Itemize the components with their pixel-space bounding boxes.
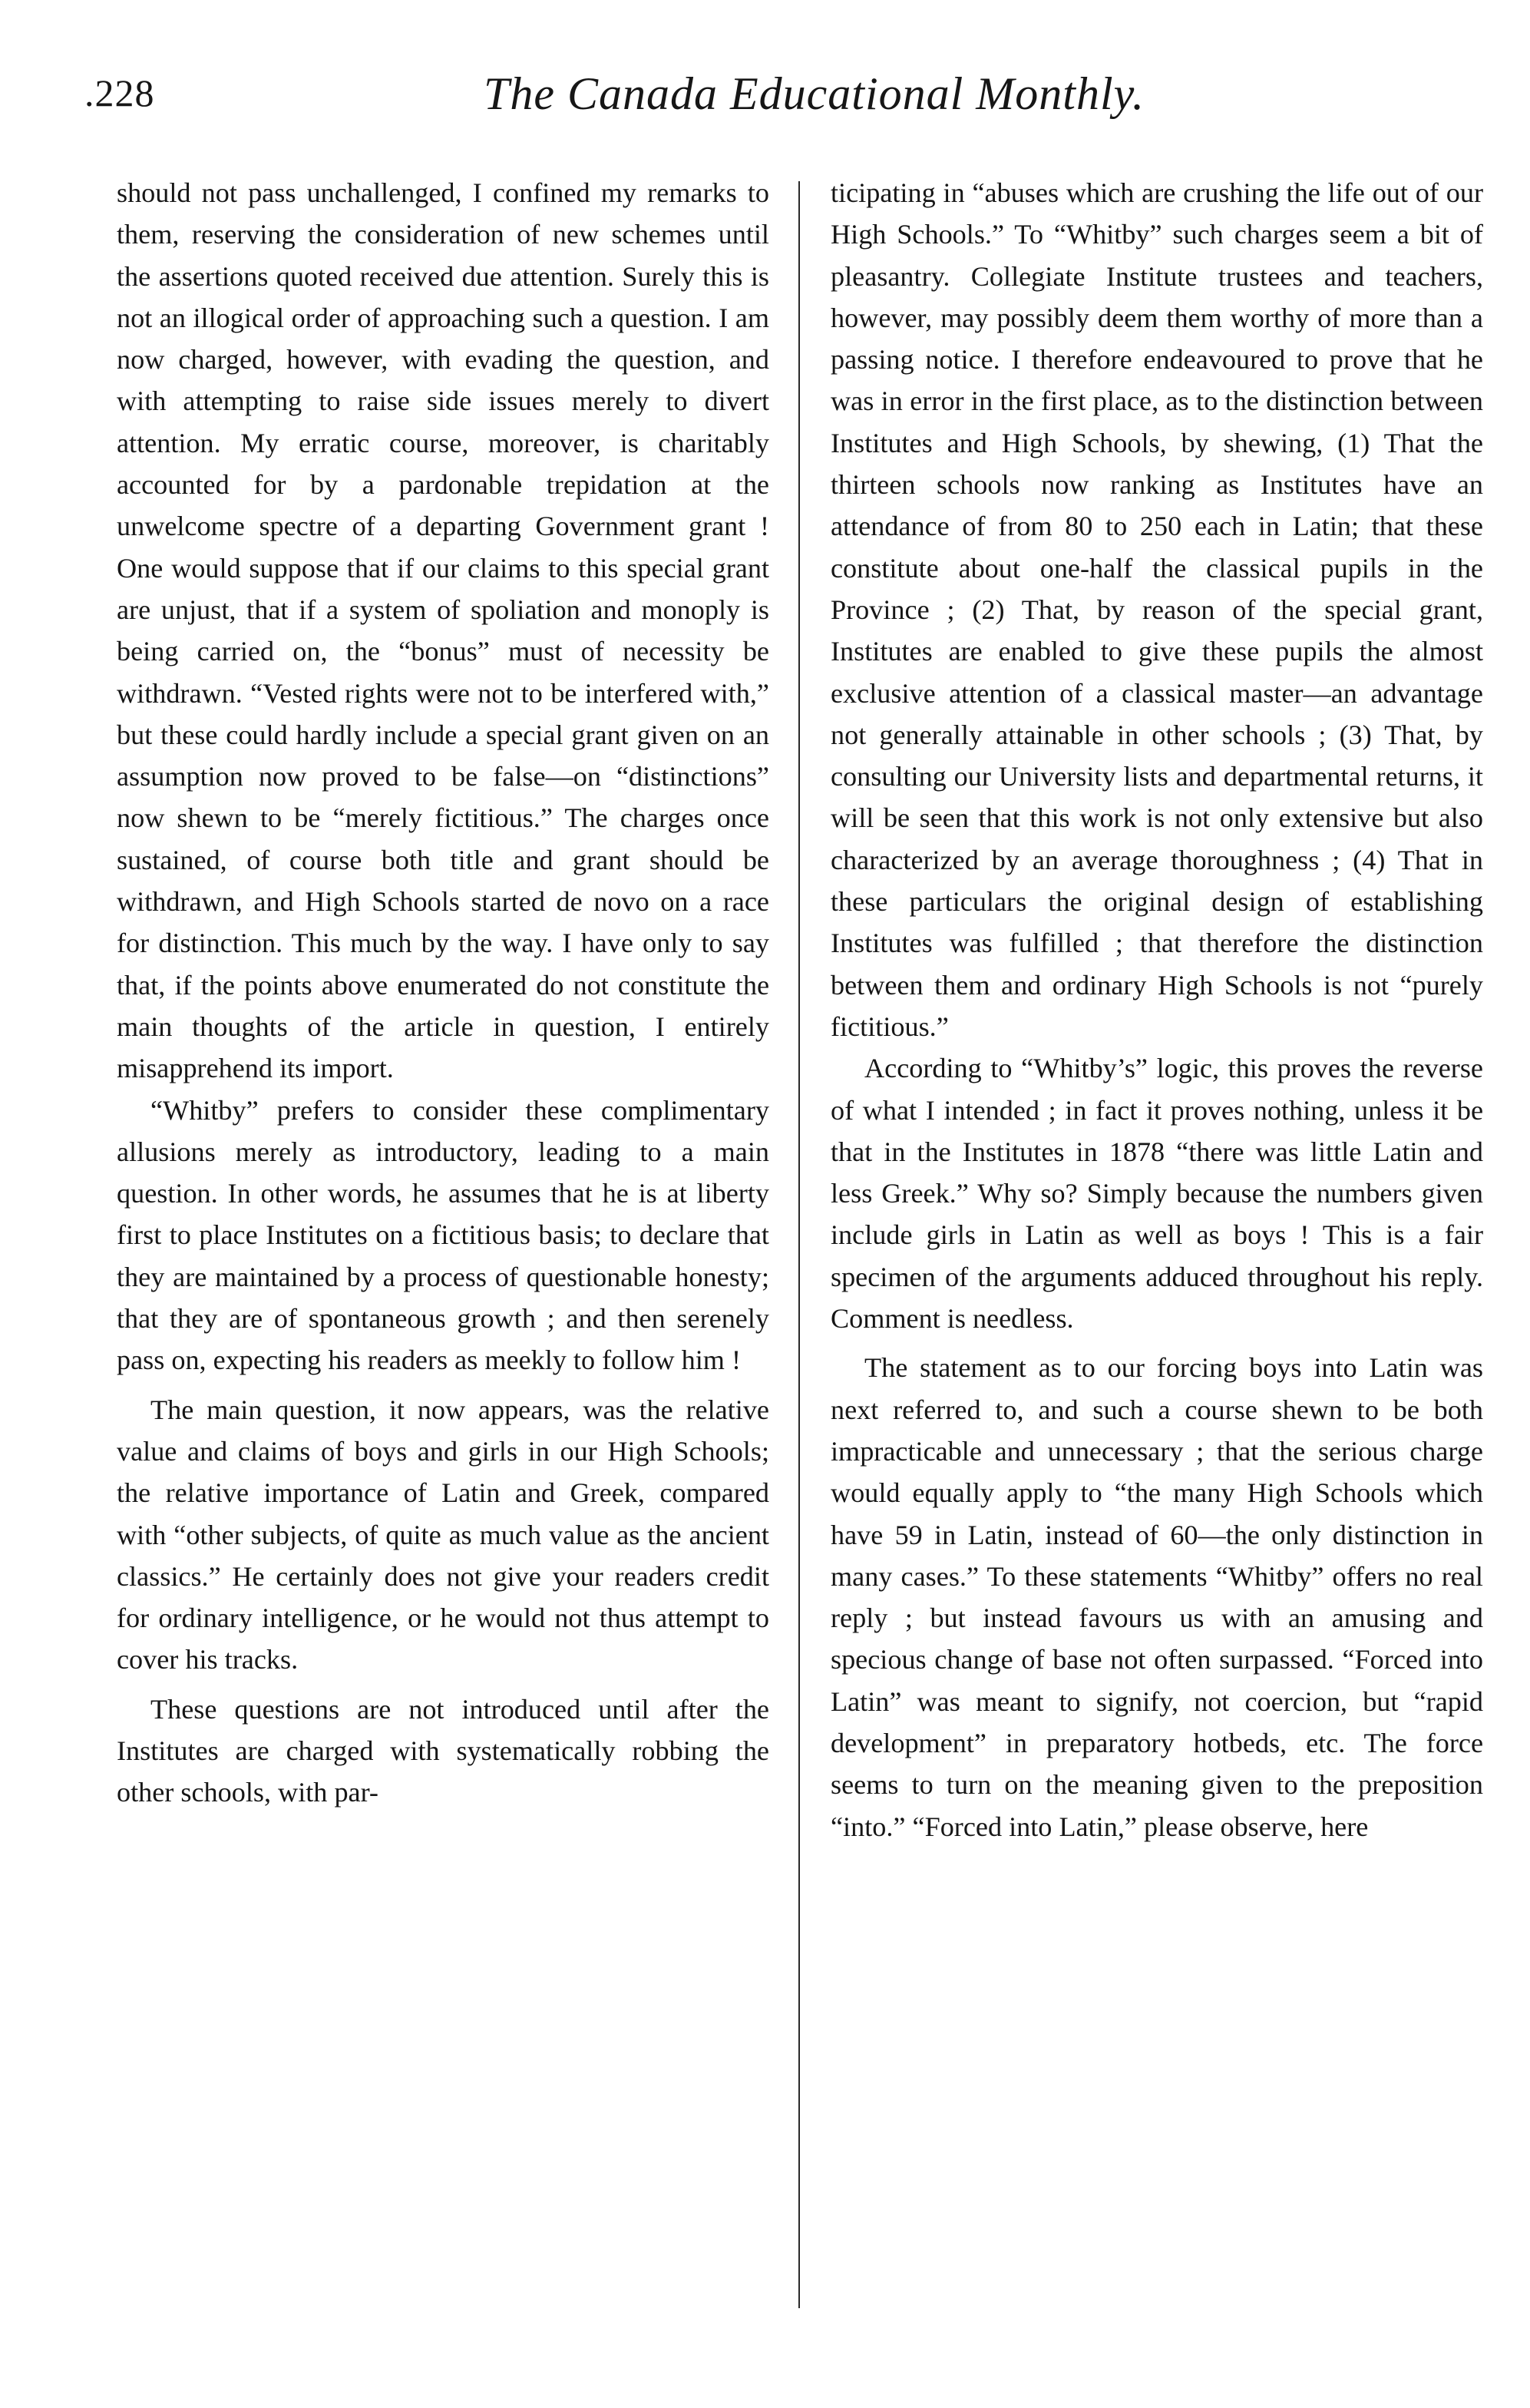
- left-column: [117, 172, 769, 1814]
- page-number: .228: [84, 71, 155, 114]
- running-title: The Canada Educational Monthly.: [484, 68, 1145, 119]
- paragraph: should not pass unchallenged, I confined my remarks to them, reserving the consideration of new schemes until the assertions quoted received due attention. Surely this is not an illogical order of approaching such a question. I am now charged, however, with evading the question, and with attempting to raise side issues merely to divert attention. My erratic course, moreover, is charitably accounted for by a pardonable trepidation at the unwelcome spectre of a departing Government grant ! One would suppose that if our claims to this special grant are unjust, that if a system of spoliation and monoply is being carried on, the “bonus” must of necessity be withdrawn. “Vested rights were not to be interfered with,” but these could hardly include a special grant given on an assumption now proved to be false—on “distinctions” now shewn to be “merely fictitious.” The charges once sustained, of course both title and grant should be withdrawn, and High Schools started de novo on a race for distinction. This much by the way. I have only to say that, if the points above enumerated do not constitute the main thoughts of the article in question, I entirely misapprehend its import.: [117, 177, 769, 1084]
- paragraph: According to “Whitby’s” logic, this proves the reverse of what I intended ; in fact it proves nothing, unless it be that in the Institutes in 1878 “there was little Latin and less Greek.” Why so? Simply because the numbers given include girls in Latin as well as boys ! This is a fair specimen of the arguments adduced throughout his reply. Comment is needless.: [831, 1053, 1483, 1335]
- paragraph: ticipating in “abuses which are crushing the life out of our High Schools.” To “Whitby” such charges seem a bit of pleasantry. Collegiate Institute trustees and teachers, however, may possibly deem them worthy of more than a passing notice. I therefore endeavoured to prove that he was in error in the first place, as to the distinction between Institutes and High Schools, by shewing, (1) That the thirteen schools now ranking as Institutes have an attendance of from 80 to 250 each in Latin; that these constitute about one-half the classical pupils in the Province ; (2) That, by reason of the special grant, Institutes are enabled to give these pupils the almost exclusive attention of a classical master—an advantage not generally attainable in other schools ; (3) That, by consulting our University lists and departmental returns, it will be seen that this work is not only extensive but also characterized by an average thoroughness ; (4) That in these particulars the original design of establishing Institutes was fulfilled ; that therefore the distinction between them and ordinary High Schools is not “purely fictitious.”: [831, 177, 1483, 1042]
- right-column: [831, 172, 1483, 1847]
- paragraph: The statement as to our forcing boys into Latin was next referred to, and such a course shewn to be both impracticable and unnecessary ; that the serious charge would equally apply to “the many High Schools which have 59 in Latin, instead of 60—the only distinction in many cases.” To these statements “Whitby” offers no real reply ; but instead favours us with an amusing and specious change of base not often surpassed. “Forced into Latin” was meant to signify, not coercion, but “rapid development” in preparatory hotbeds, etc. The force seems to turn on the meaning given to the preposition “into.” “Forced into Latin,” please observe, here: [831, 1352, 1483, 1842]
- page-header: [84, 68, 1474, 132]
- paragraph: The main question, it now appears, was the relative value and claims of boys and girls in our High Schools; the relative importance of Latin and Greek, compared with “other subjects, of quite as much value as the ancient classics.” He certainly does not give your readers credit for ordinary intelligence, or he would not thus attempt to cover his tracks.: [117, 1394, 769, 1675]
- column-divider: [798, 181, 800, 2308]
- paragraph: These questions are not introduced until after the Institutes are charged with systematically robbing the other schools, with par-: [117, 1693, 769, 1808]
- paragraph: “Whitby” prefers to consider these complimentary allusions merely as introductory, leading to a main question. In other words, he assumes that he is at liberty first to place Institutes on a fictitious basis; to declare that they are maintained by a process of questionable honesty; that they are of spontaneous growth ; and then serenely pass on, expecting his readers as meekly to follow him !: [117, 1094, 769, 1376]
